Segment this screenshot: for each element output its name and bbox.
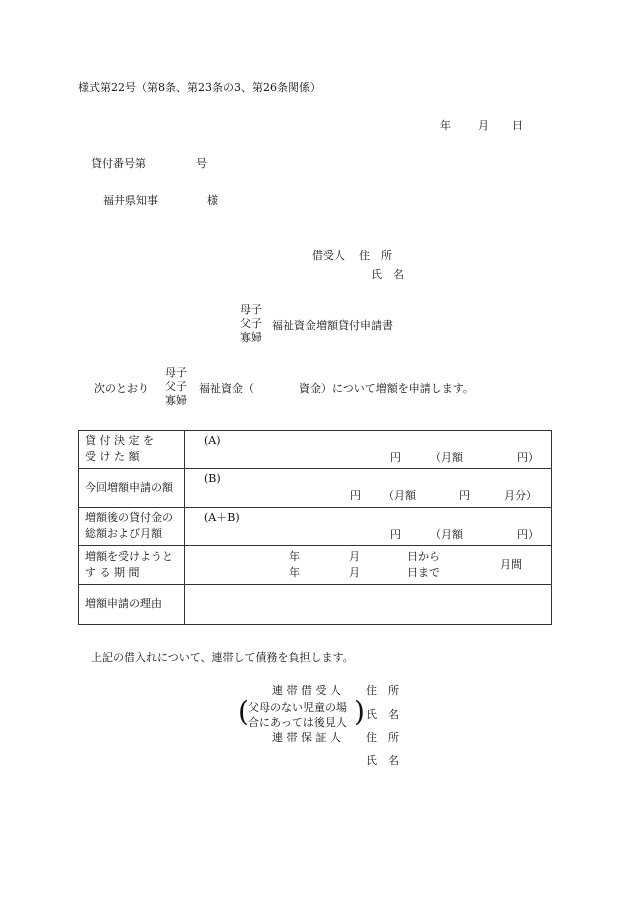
row1-label-line1: 貸 付 決 定 を <box>85 434 154 447</box>
title-option-2: 父子 <box>240 317 262 330</box>
row4-label-line2: す る 期 間 <box>85 566 140 579</box>
joint-statement: 上記の借入れについて、連帯して債務を負担します。 <box>91 651 354 664</box>
intro-option-3: 寡婦 <box>165 394 187 407</box>
borrower-name-label: 氏 名 <box>371 268 404 281</box>
row-reason <box>79 585 552 625</box>
row4-from-month: 月 <box>349 550 360 563</box>
application-table <box>78 430 552 625</box>
title-option-3: 寡婦 <box>240 331 262 344</box>
title-options <box>240 303 262 345</box>
joint-borrower-address: 住 所 <box>366 684 399 697</box>
row2-monthly-yen: 円 <box>459 489 470 502</box>
row-period <box>79 546 552 585</box>
joint-borrower-label: 連 帯 借 受 人 <box>272 684 341 697</box>
date-day: 日 <box>512 119 523 132</box>
intro-options <box>165 366 187 408</box>
form-number: 様式第22号（第8条、第23条の3、第26条関係） <box>78 81 321 94</box>
guardian-note-line2: 合にあっては後見人 <box>248 716 347 729</box>
loan-number-prefix: 貸付番号第 <box>91 157 146 170</box>
row2-label: 今回増額申請の額 <box>85 481 173 494</box>
date-year: 年 <box>440 119 451 132</box>
intro-option-2: 父子 <box>165 380 187 393</box>
reason-field[interactable] <box>185 585 552 625</box>
loan-number-suffix: 号 <box>196 157 207 170</box>
row2-monthly-close: 月分） <box>504 489 537 502</box>
joint-guarantor-address: 住 所 <box>366 731 399 744</box>
row4-to-day: 日まで <box>407 566 440 579</box>
guardian-note <box>248 700 347 730</box>
borrower-label: 借受人 <box>312 249 345 262</box>
row4-to-year: 年 <box>289 566 300 579</box>
row1-yen: 円 <box>390 451 401 464</box>
joint-borrower-name: 氏 名 <box>366 708 399 721</box>
document-title: 福祉資金増額貸付申請書 <box>272 319 393 332</box>
row4-from-year: 年 <box>289 550 300 563</box>
intro-option-1: 母子 <box>165 366 187 379</box>
row3-monthly-close: 円） <box>517 528 539 541</box>
borrower-address-label: 住 所 <box>359 249 392 262</box>
title-option-1: 母子 <box>240 303 262 316</box>
row2-yen: 円 <box>350 489 361 502</box>
row3-monthly-open: （月額 <box>430 528 463 541</box>
guardian-left-paren: ( <box>238 695 249 728</box>
intro-lead: 次のとおり <box>94 382 149 395</box>
guardian-right-paren: ) <box>354 695 365 728</box>
row4-from-day: 日から <box>407 550 440 563</box>
row5-label: 増額申請の理由 <box>85 597 162 610</box>
row3-yen: 円 <box>390 528 401 541</box>
row4-months: 月間 <box>500 558 522 571</box>
guardian-note-line1: 父母のない児童の場 <box>248 701 347 714</box>
row4-to-month: 月 <box>349 566 360 579</box>
addressee-name: 福井県知事 <box>103 194 158 207</box>
row1-monthly-close: 円） <box>517 451 539 464</box>
intro-fund: 福祉資金（ <box>199 382 254 395</box>
intro-rest: 資金）について増額を申請します。 <box>299 382 474 395</box>
row3-label-line1: 増額後の貸付金の <box>85 511 173 524</box>
row-decided-amount <box>79 431 552 469</box>
row-increase-amount <box>79 469 552 508</box>
row4-label-line1: 増額を受けようと <box>85 550 173 563</box>
date-month: 月 <box>478 119 489 132</box>
addressee-honorific: 様 <box>207 194 218 207</box>
row3-label-line2: 総額および月額 <box>85 527 162 540</box>
row1-monthly-open: （月額 <box>430 451 463 464</box>
row3-marker: (A＋B) <box>204 511 240 524</box>
joint-guarantor-name: 氏 名 <box>366 754 399 767</box>
row1-marker: (A) <box>204 434 221 447</box>
row1-label-line2: 受 け た 額 <box>85 450 140 463</box>
row2-marker: (B) <box>204 472 221 485</box>
joint-guarantor-label: 連 帯 保 証 人 <box>272 731 341 744</box>
row2-monthly-open: （月額 <box>383 489 416 502</box>
row-total-amount <box>79 508 552 546</box>
